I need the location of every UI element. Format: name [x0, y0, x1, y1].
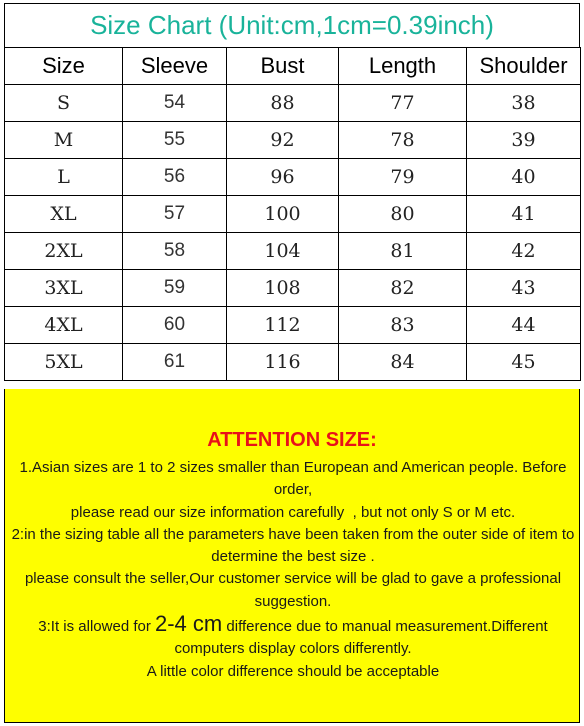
size-cell: S — [5, 85, 123, 122]
sleeve-cell: 55 — [123, 122, 227, 159]
bust-cell: 88 — [227, 85, 339, 122]
sleeve-cell: 57 — [123, 196, 227, 233]
length-cell: 77 — [339, 85, 467, 122]
notice-line: A little color difference should be acceptable — [146, 662, 440, 680]
table-row — [5, 122, 581, 159]
sleeve-cell: 60 — [123, 307, 227, 344]
sleeve-cell: 59 — [123, 270, 227, 307]
length-cell: 84 — [339, 344, 467, 381]
header-size: Size — [5, 48, 123, 85]
notice-line: 2:in the sizing table all the parameters have been taken from the outer side of item to determine the best size . — [11, 525, 575, 566]
notice-text: difference due to manual measurement.Different computers display colors differently. — [174, 618, 548, 658]
table-row — [5, 233, 581, 270]
table-row — [5, 307, 581, 344]
length-cell: 78 — [339, 122, 467, 159]
attention-notice — [4, 389, 580, 723]
size-cell: 3XL — [5, 270, 123, 307]
sleeve-cell: 54 — [123, 85, 227, 122]
length-cell: 80 — [339, 196, 467, 233]
size-table — [4, 47, 581, 381]
header-length: Length — [339, 48, 467, 85]
header-sleeve: Sleeve — [123, 48, 227, 85]
table-row — [5, 159, 581, 196]
bust-cell: 116 — [227, 344, 339, 381]
attention-body — [9, 457, 577, 683]
notice-line: please read our size information carefully , but not only S or M etc. — [70, 503, 516, 521]
notice-text: 3:It is allowed for — [38, 618, 155, 636]
size-cell: L — [5, 159, 123, 196]
length-cell: 81 — [339, 233, 467, 270]
sleeve-cell: 58 — [123, 233, 227, 270]
table-row — [5, 85, 581, 122]
shoulder-cell: 38 — [467, 85, 581, 122]
notice-line: please consult the seller,Our customer service will be glad to gave a professional suggestion. — [24, 570, 562, 610]
shoulder-cell: 41 — [467, 196, 581, 233]
sleeve-cell: 61 — [123, 344, 227, 381]
notice-line-measurement — [9, 613, 577, 661]
bust-cell: 96 — [227, 159, 339, 196]
size-cell: XL — [5, 196, 123, 233]
bust-cell: 100 — [227, 196, 339, 233]
size-cell: 2XL — [5, 233, 123, 270]
bust-cell: 104 — [227, 233, 339, 270]
size-cell: M — [5, 122, 123, 159]
measurement-tolerance: 2-4 cm — [155, 611, 223, 637]
shoulder-cell: 40 — [467, 159, 581, 196]
chart-title: Size Chart (Unit:cm,1cm=0.39inch) — [4, 3, 580, 47]
header-bust: Bust — [227, 48, 339, 85]
length-cell: 82 — [339, 270, 467, 307]
table-row — [5, 344, 581, 381]
length-cell: 79 — [339, 159, 467, 196]
length-cell: 83 — [339, 307, 467, 344]
shoulder-cell: 43 — [467, 270, 581, 307]
size-cell: 4XL — [5, 307, 123, 344]
shoulder-cell: 39 — [467, 122, 581, 159]
bust-cell: 112 — [227, 307, 339, 344]
table-header-row — [5, 48, 581, 85]
shoulder-cell: 42 — [467, 233, 581, 270]
header-shoulder: Shoulder — [467, 48, 581, 85]
shoulder-cell: 45 — [467, 344, 581, 381]
bust-cell: 108 — [227, 270, 339, 307]
attention-title: ATTENTION SIZE: — [207, 429, 377, 451]
table-row — [5, 196, 581, 233]
sleeve-cell: 56 — [123, 159, 227, 196]
shoulder-cell: 44 — [467, 307, 581, 344]
size-cell: 5XL — [5, 344, 123, 381]
notice-line: 1.Asian sizes are 1 to 2 sizes smaller than European and American people. Before order, — [19, 459, 567, 499]
table-row — [5, 270, 581, 307]
bust-cell: 92 — [227, 122, 339, 159]
